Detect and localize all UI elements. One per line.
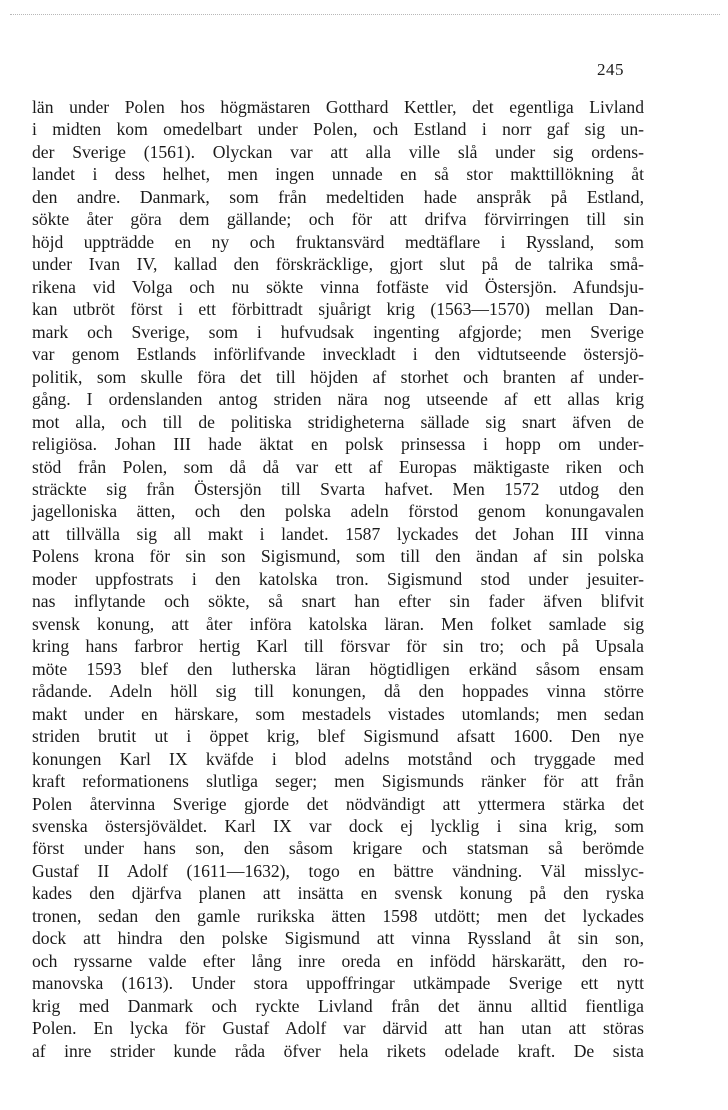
text-line: och ryssarne valde efter lång inre oreda en infödd härskarätt, den ro- xyxy=(32,950,644,971)
text-line: Polen. En lycka för Gustaf Adolf var därvid att han utan att störas xyxy=(32,1018,644,1039)
text-line: landet i dess helhet, men ingen unnade en så stor makttillökning åt xyxy=(32,164,644,185)
text-line: moder uppfostrats i den katolska tron. Sigismund stod under jesuiter- xyxy=(32,568,644,589)
text-line: rådande. Adeln höll sig till konungen, då den hoppades vinna större xyxy=(32,681,644,702)
text-line: den andre. Danmark, som från medeltiden hade anspråk på Estland, xyxy=(32,186,644,207)
text-line: stöd från Polen, som då då var ett af Europas mäktigaste riken och xyxy=(32,456,644,477)
text-line: dock att hindra den polske Sigismund att vinna Ryssland åt sin son, xyxy=(32,928,644,949)
page-top-edge xyxy=(10,14,720,15)
text-line: i midten kom omedelbart under Polen, och Estland i norr gaf sig un- xyxy=(32,119,644,140)
text-line: kan utbröt först i ett förbittradt sjuårigt krig (1563—1570) mellan Dan- xyxy=(32,299,644,320)
text-line: först under hans son, den såsom krigare och statsman så berömde xyxy=(32,838,644,859)
text-line: manovska (1613). Under stora uppoffringar utkämpade Sverige ett nytt xyxy=(32,973,644,994)
text-line: mark och Sverige, som i hufvudsak ingenting afgjorde; men Sverige xyxy=(32,321,644,342)
text-line: konungen Karl IX kväfde i blod adelns motstånd och tryggade med xyxy=(32,748,644,769)
text-line: möte 1593 blef den lutherska läran högtidligen erkänd såsom ensam xyxy=(32,658,644,679)
text-line: religiösa. Johan III hade äktat en polsk prinsessa i hopp om under- xyxy=(32,434,644,455)
text-line: under Ivan IV, kallad den förskräcklige, gjort slut på de talrika små- xyxy=(32,254,644,275)
text-line: Gustaf II Adolf (1611—1632), togo en bättre vändning. Väl misslyc- xyxy=(32,860,644,881)
text-line: mot alla, och till de politiska stridigheterna sällade sig snart äfven de xyxy=(32,411,644,432)
text-line: af inre strider kunde råda öfver hela rikets odelade kraft. De sista xyxy=(32,1040,644,1061)
text-line: striden brutit ut i öppet krig, blef Sigismund afsatt 1600. Den nye xyxy=(32,726,644,747)
text-line: nas inflytande och sökte, så snart han efter sin fader äfven blifvit xyxy=(32,591,644,612)
text-line: att tillvälla sig all makt i landet. 1587 lyckades det Johan III vinna xyxy=(32,523,644,544)
text-line: sträckte sig från Östersjön till Svarta hafvet. Men 1572 utdog den xyxy=(32,478,644,499)
text-line: kraft reformationens slutliga seger; men Sigismunds ränker för att från xyxy=(32,771,644,792)
text-line: svenska östersjöväldet. Karl IX var dock ej lycklig i sina krig, som xyxy=(32,816,644,836)
text-line: Polen återvinna Sverige gjorde det nödvändigt att yttermera stärka det xyxy=(32,793,644,814)
body-text xyxy=(32,96,644,1062)
text-line: makt under en härskare, som mestadels vistades utomlands; men sedan xyxy=(32,703,644,724)
text-line: län under Polen hos högmästaren Gotthard Kettler, det egentliga Livland xyxy=(32,97,644,117)
text-line: kring hans farbror hertig Karl till försvar för sin tro; och på Upsala xyxy=(32,636,644,657)
text-line: höjd uppträdde en ny och fruktansvärd medtäflare i Ryssland, som xyxy=(32,231,644,252)
text-line: Polens krona för sin son Sigismund, som till den ändan af sin polska xyxy=(32,546,644,567)
text-line: sökte åter göra dem gällande; och för att drifva förvirringen till sin xyxy=(32,209,644,230)
text-line: var genom Estlands införlifvande inveckladt i den vidtutseende östersjö- xyxy=(32,344,644,365)
text-line: svensk konung, att åter införa katolska läran. Men folket samlade sig xyxy=(32,613,644,634)
text-line: gång. I ordenslanden antog striden nära nog utseende af ett allas krig xyxy=(32,389,644,410)
text-line: rikena vid Volga och nu sökte vinna fotfäste vid Östersjön. Afundsju- xyxy=(32,276,644,297)
text-line: kades den djärfva planen att insätta en svensk konung på den ryska xyxy=(32,883,644,904)
text-line: krig med Danmark och ryckte Livland från det ännu alltid fientliga xyxy=(32,995,644,1016)
text-line: politik, som skulle föra det till höjden af storhet och branten af under- xyxy=(32,366,644,387)
text-line: tronen, sedan den gamle rurikska ätten 1598 utdött; men det lyckades xyxy=(32,905,644,926)
page-number: 245 xyxy=(597,60,624,79)
text-line: der Sverige (1561). Olyckan var att alla ville slå under sig ordens- xyxy=(32,141,644,162)
text-line: jagelloniska ätten, och den polska adeln förstod genom konungavalen xyxy=(32,501,644,522)
